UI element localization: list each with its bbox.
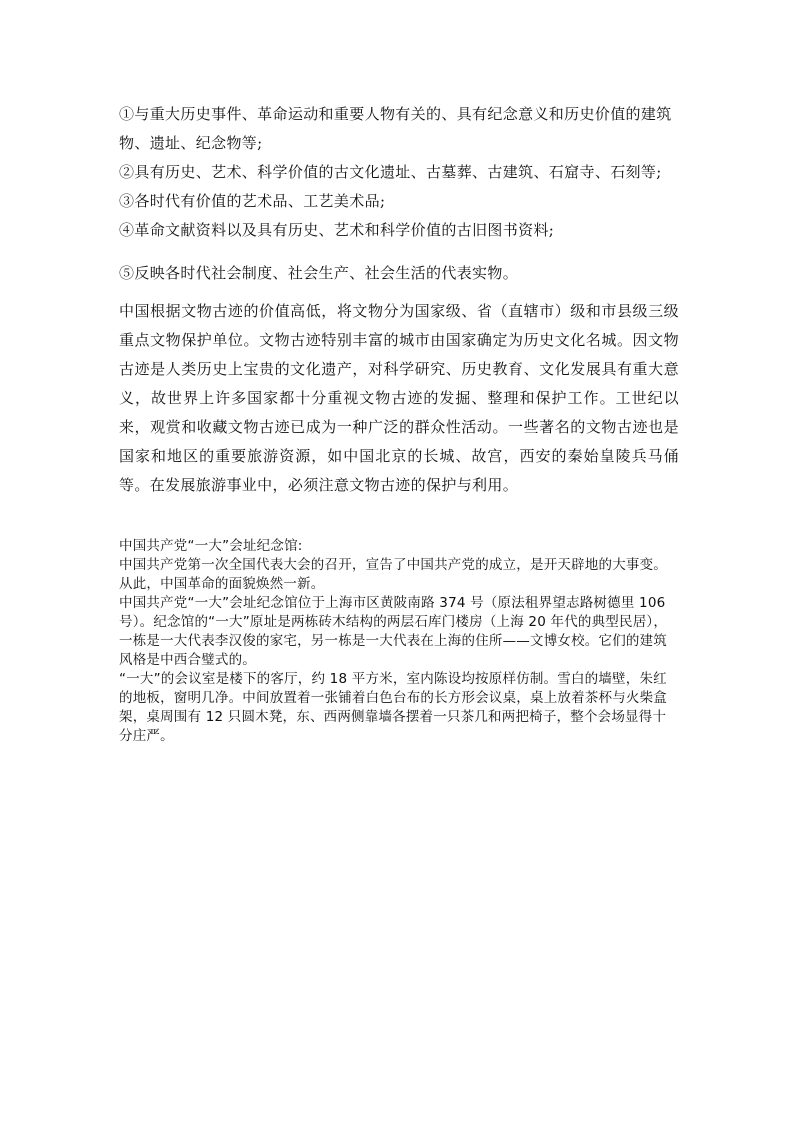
heritage-category-list xyxy=(119,100,679,288)
body-paragraph: “一大”的会议室是楼下的客厅，约 18 平方米，室内陈设均按原样仿制。雪白的墙壁，朱红的地板，窗明几净。中间放置着一张铺着白色台布的长方形会议桌，桌上放着茶杯与火柴盒架，桌周围有 12 只圆木凳，东、西两侧靠墙各摆着一只茶几和两把椅子，整个会场显得十分庄严。 xyxy=(119,671,667,744)
list-item: ⑤反映各时代社会制度、社会生产、社会生活的代表实物。 xyxy=(119,264,519,282)
list-item: ①与重大历史事件、革命运动和重要人物有关的、具有纪念意义和历史价值的建筑物、遗址、纪念物等; xyxy=(119,105,672,152)
list-item: ②具有历史、艺术、科学价值的古文化遗址、古墓葬、古建筑、石窟寺、石刻等; xyxy=(119,163,662,181)
memorial-section xyxy=(119,537,679,746)
body-paragraph: 中国共产党第一次全国代表大会的召开，宣告了中国共产党的成立，是开天辟地的大事变。从此，中国革命的面貌焕然一新。 xyxy=(119,557,667,592)
list-item: ③各时代有价值的艺术品、工艺美术品; xyxy=(119,192,386,210)
body-paragraph: 中国共产党“一大”会址纪念馆位于上海市区黄陂南路 374 号（原法租界望志路树德里 106 号）。纪念馆的“一大”原址是两栋砖木结构的两层石库门楼房（上海 20 年代的典型民居），一栋是一大代表李汉俊的家宅，另一栋是一大代表在上海的住所——文博女校。它们的建筑风格是中西合璧式的。 xyxy=(119,595,668,668)
body-paragraph: 中国根据文物古迹的价值高低，将文物分为国家级、省（直辖市）级和市县级三级重点文物保护单位。文物古迹特别丰富的城市由国家确定为历史文化名城。因文物古迹是人类历史上宝贵的文化遗产，对科学研究、历史教育、文化发展具有重大意义，故世界上许多国家都十分重视文物古迹的发掘、整理和保护工作。工世纪以来，观赏和收藏文物古迹已成为一种广泛的群众性活动。一些著名的文物古迹也是国家和地区的重要旅游资源，如中国北京的长城、故宫，西安的秦始皇陵兵马俑等。在发展旅游事业中，必须注意文物古迹的保护与利用。 xyxy=(119,302,679,494)
heritage-paragraph xyxy=(119,297,679,500)
section-heading: 中国共产党“一大”会址纪念馆: xyxy=(119,538,303,554)
spacer xyxy=(119,245,679,259)
list-item: ④革命文献资料以及具有历史、艺术和科学价值的古旧图书资料; xyxy=(119,221,555,239)
